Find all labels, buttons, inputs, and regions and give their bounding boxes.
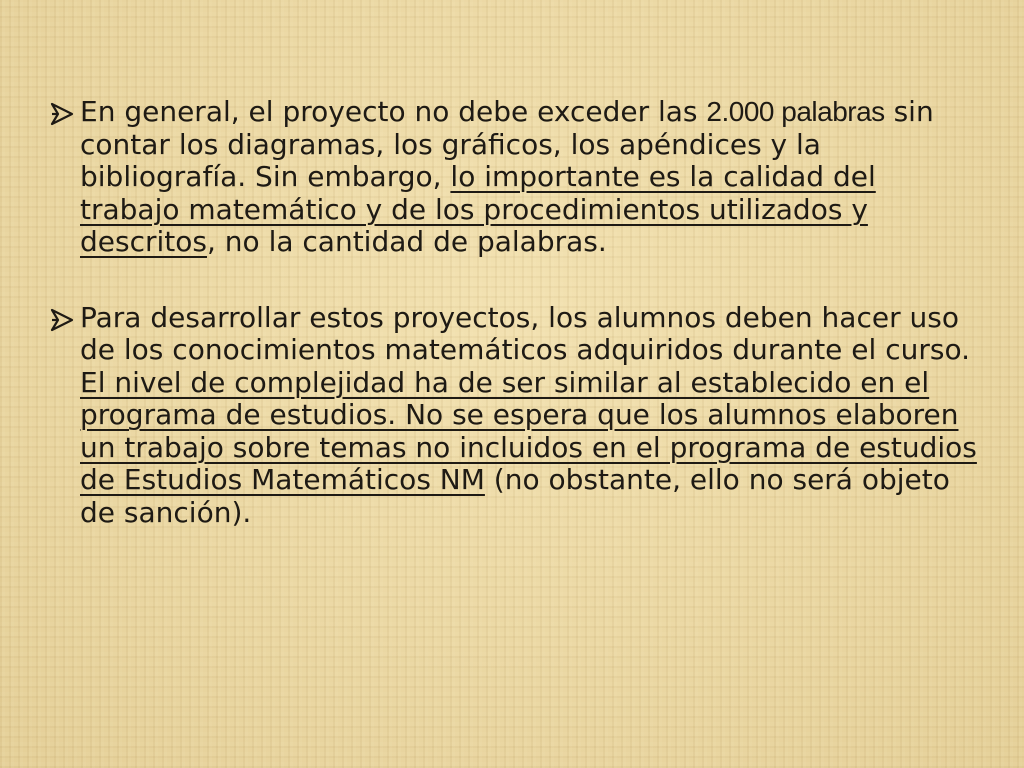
highlighted-word-limit: 2.000 palabras — [706, 96, 885, 127]
bullet-item-complexity — [48, 302, 978, 530]
bullet-list — [48, 96, 978, 572]
text-run: sin contar los diagramas, los gráficos, los apéndices y la bibliografía. Sin embargo, — [80, 95, 934, 193]
underlined-text: El nivel de complejidad ha de ser similar al establecido en el programa de estudios. No se espera que los alumnos elaboren un trabajo sobre temas no incluidos en el programa de estudios de Estudios Matemáticos NM — [80, 365, 977, 496]
bullet-text — [80, 95, 934, 258]
text-run: , no la cantidad de palabras. — [206, 225, 607, 258]
text-run: (no obstante, ello no será objeto de sanción). — [80, 463, 950, 529]
underlined-text: lo importante es la calidad del trabajo matemático y de los procedimientos utilizados y descritos — [80, 160, 876, 258]
text-run: Para desarrollar estos proyectos, los alumnos deben hacer uso de los conocimientos matemáticos adquiridos durante el curso. — [80, 300, 970, 366]
bullet-item-word-limit — [48, 96, 978, 259]
arrow-bullet-icon — [48, 307, 76, 333]
bullet-text — [80, 301, 977, 529]
text-run: En general, el proyecto no debe exceder las — [80, 95, 707, 128]
arrow-bullet-icon — [48, 101, 76, 127]
